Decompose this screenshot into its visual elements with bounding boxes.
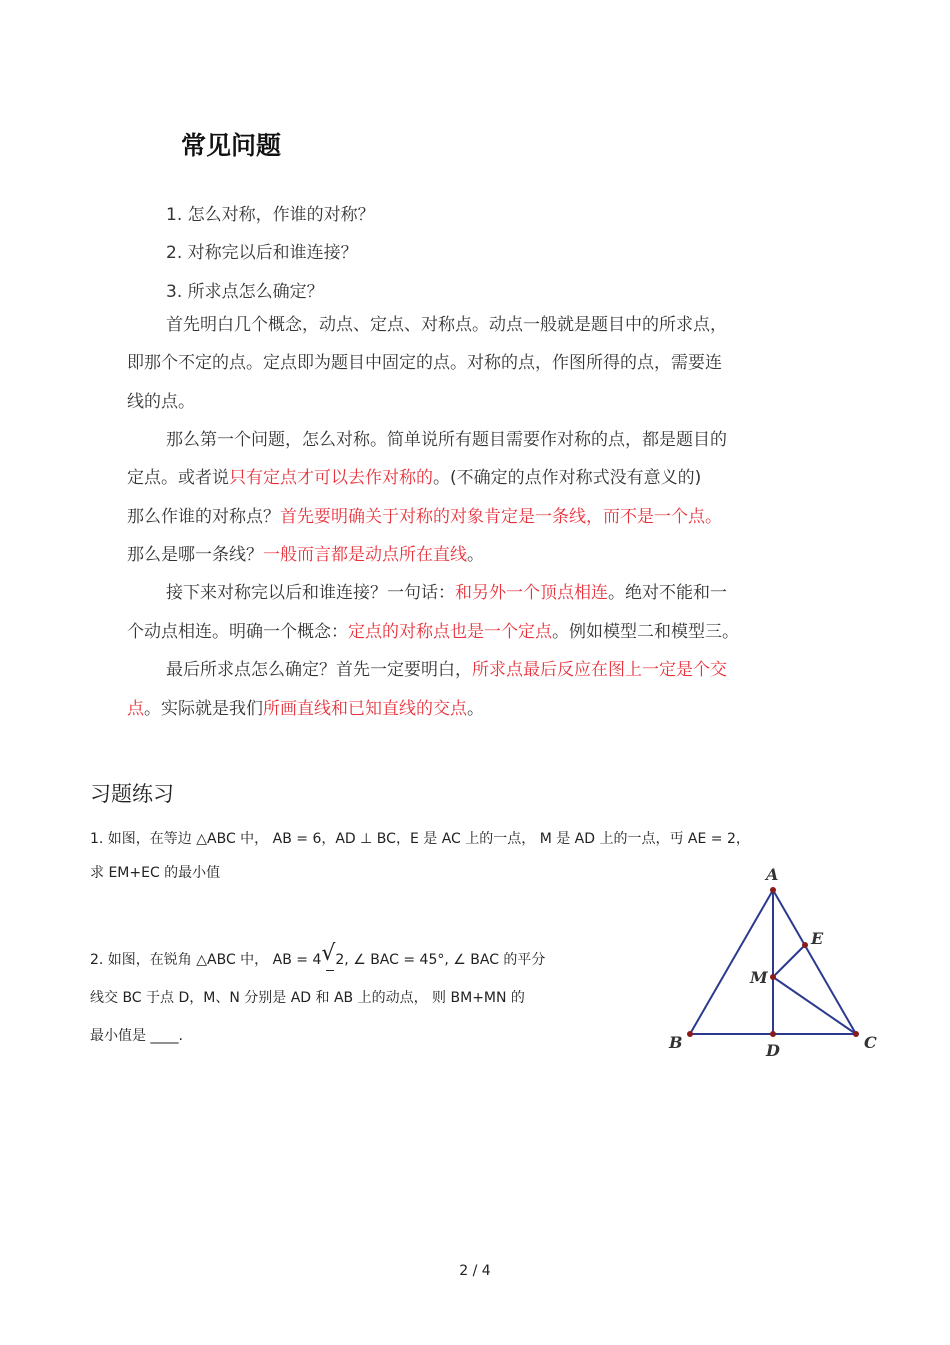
para3-line1 <box>166 574 727 613</box>
para3-line2 <box>127 613 739 652</box>
para3-line2-text: 个动点相连。明确一个概念： <box>127 622 348 642</box>
para4-line2-tail: 。 <box>467 699 484 719</box>
question-3: 3. 所求点怎么确定？ <box>166 282 324 302</box>
exercise-heading: 习题练习 <box>90 782 174 806</box>
para1-line1: 首先明白几个概念，动点、定点、对称点。动点一般就是题目中的所求点， <box>166 315 727 335</box>
label-d: D <box>766 1041 780 1060</box>
para3-line2-highlight: 定点的对称点也是一个定点 <box>348 622 552 642</box>
para2-line2-highlight: 只有定点才可以去作对称的 <box>229 468 433 488</box>
para2-line4-text: 那么是哪一条线？ <box>127 545 263 565</box>
para4-line1-text: 最后所求点怎么确定？首先一定要明白， <box>166 660 472 680</box>
label-a: A <box>766 865 779 884</box>
question-1: 1. 怎么对称，作谁的对称？ <box>166 205 375 225</box>
para4-line1-highlight: 所求点最后反应在图上一定是个交 <box>472 660 727 680</box>
segment-me <box>773 945 805 977</box>
para4-line2-highlight-b: 所画直线和已知直线的交点 <box>263 699 467 719</box>
label-c: C <box>864 1033 877 1052</box>
exercise-2-line1 <box>90 941 546 970</box>
para2-line3-highlight: 首先要明确关于对称的对象肯定是一条线，而不是一个点。 <box>280 507 722 527</box>
para2-line4-tail: 。 <box>467 545 484 565</box>
side-ab <box>690 890 773 1034</box>
para2-line1: 那么第一个问题，怎么对称。简单说所有题目需要作对称的点，都是题目的 <box>166 430 727 450</box>
triangle-figure <box>660 860 890 1060</box>
exercise-1-line1: 1. 如图，在等边 △ABC 中， AB = 6，AD ⊥ BC，E 是 AC 上的一点， M 是 AD 上的一点，丏 AE = 2， <box>90 831 750 847</box>
exercise-2-line1-tail: 2, ∠ BAC = 45°, ∠ BAC 的平分 <box>335 952 546 968</box>
para3-line1-highlight: 和另外一个顶点相连 <box>455 583 608 603</box>
para3-line2-tail: 。例如模型二和模型三。 <box>552 622 739 642</box>
para2-line2-tail: 。(不确定的点作对称式没有意义的) <box>433 468 702 488</box>
para2-line4-highlight: 一般而言都是动点所在直线 <box>263 545 467 565</box>
para2-line2 <box>127 459 701 498</box>
para1-line3: 线的点。 <box>127 392 195 412</box>
page-title: 常见问题 <box>181 131 282 160</box>
point-e <box>802 942 808 948</box>
point-a <box>770 887 776 893</box>
point-b <box>687 1031 693 1037</box>
label-e: E <box>811 929 824 948</box>
page-number: 2 / 4 <box>459 1263 491 1279</box>
para2-line3 <box>127 498 722 537</box>
exercise-1-line2: 求 EM+EC 的最小值 <box>90 865 221 881</box>
question-2: 2. 对称完以后和谁连接？ <box>166 243 358 263</box>
point-d <box>770 1031 776 1037</box>
sqrt-mark <box>326 970 334 971</box>
sqrt-symbol: √ <box>321 941 336 966</box>
para4-line2-highlight-a: 点 <box>127 699 144 719</box>
para4-line2-text: 。实际就是我们 <box>144 699 263 719</box>
point-c <box>853 1031 859 1037</box>
exercise-2-line3: 最小值是 ____. <box>90 1028 183 1044</box>
para4-line1 <box>166 651 727 690</box>
label-b: B <box>669 1033 683 1052</box>
side-ac <box>773 890 856 1034</box>
para2-line3-text: 那么作谁的对称点？ <box>127 507 280 527</box>
exercise-2-line1-text: 2. 如图，在锐角 △ABC 中， AB = 4 <box>90 952 322 968</box>
segment-mc <box>773 977 856 1034</box>
label-m: M <box>750 968 768 987</box>
para2-line2-text: 定点。或者说 <box>127 468 229 488</box>
para3-line1-tail: 。绝对不能和一 <box>608 583 727 603</box>
para3-line1-text: 接下来对称完以后和谁连接？一句话： <box>166 583 455 603</box>
point-m <box>770 974 776 980</box>
exercise-2-line2: 线交 BC 于点 D，M、N 分别是 AD 和 AB 上的动点， 则 BM+MN 的 <box>90 990 525 1006</box>
para2-line4 <box>127 536 484 575</box>
para4-line2 <box>127 690 484 729</box>
para1-line2: 即那个不定的点。定点即为题目中固定的点。对称的点，作图所得的点，需要连 <box>127 353 722 373</box>
